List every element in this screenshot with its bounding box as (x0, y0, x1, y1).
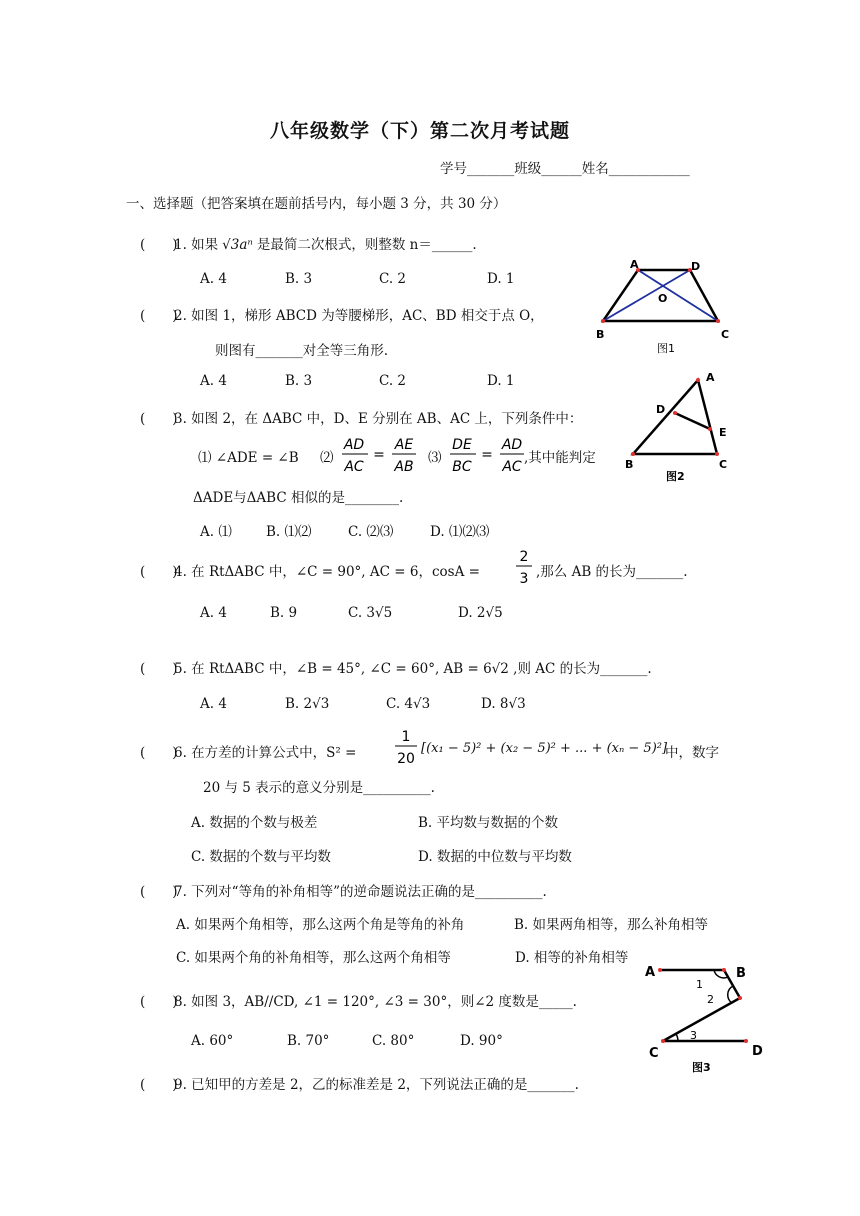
fig3-label-b: B (736, 966, 746, 981)
q4-option-b: B. 9 (270, 605, 298, 621)
frac-num: DE (452, 437, 472, 453)
frac-den: AB (394, 459, 414, 475)
q8-option-c: C. 80° (372, 1033, 415, 1049)
fig2-segment-de (675, 413, 710, 429)
q2-option-a: A. 4 (200, 373, 227, 389)
figure-1 (590, 252, 740, 360)
q2-option-d: D. 1 (487, 373, 515, 389)
fig2-label-c: C (719, 458, 728, 471)
q9-text: 9. 已知甲的方差是 2，乙的标准差是 2，下列说法正确的是_______. (174, 1077, 579, 1093)
q4-fraction (512, 544, 536, 590)
q4-option-c: C. 3√5 (348, 605, 393, 621)
frac-den: AC (344, 459, 364, 475)
fig2-label-d: D (656, 403, 666, 416)
q1-option-b: B. 3 (285, 271, 313, 287)
fig3-label-1: 1 (696, 978, 703, 991)
q3-line3: ΔADE与ΔABC 相似的是________. (193, 490, 404, 506)
answer-paren: ( ) (140, 1077, 178, 1093)
fig3-label-c: C (649, 1046, 659, 1061)
q3-cond-tail: ,其中能判定 (524, 450, 596, 466)
fig2-label-e: E (719, 426, 727, 439)
frac-den: 3 (519, 571, 529, 587)
section1-header: 一、选择题（把答案填在题前括号内，每小题 3 分，共 30 分） (126, 196, 507, 212)
q7-option-d: D. 相等的补角相等 (515, 950, 629, 966)
fig2-triangle (633, 380, 717, 454)
q6-option-c: C. 数据的个数与平均数 (191, 849, 331, 865)
frac-num: 1 (401, 729, 411, 745)
answer-paren: ( ) (140, 564, 178, 580)
q4-post: ,那么 AB 的长为_______. (536, 564, 688, 580)
q3-line1: 3. 如图 2，在 ΔABC 中，D、E 分别在 AB、AC 上，下列条件中： (174, 411, 583, 427)
fig2-label-a: A (706, 371, 715, 384)
q4-option-a: A. 4 (200, 605, 227, 621)
figure-3 (640, 958, 780, 1076)
q3-option-a: A. ⑴ (200, 524, 232, 540)
q3-cond2-label: ⑵ (320, 450, 334, 466)
answer-paren: ( ) (140, 745, 178, 761)
q2-line1: 2. 如图 1，梯形 ABCD 为等腰梯形，AC、BD 相交于点 O， (174, 308, 544, 324)
frac-den: AC (502, 459, 522, 475)
q5-option-d: D. 8√3 (481, 696, 526, 712)
fig2-label-b: B (625, 458, 634, 471)
fig1-caption: 图1 (657, 342, 675, 355)
q7-option-c: C. 如果两个角的补角相等，那么这两个角相等 (176, 950, 451, 966)
answer-paren: ( ) (140, 884, 178, 900)
answer-paren: ( ) (140, 411, 178, 427)
q3-cond3-fractions (448, 432, 528, 478)
q6-pre: 6. 在方差的计算公式中，S² = (174, 745, 357, 761)
frac-num: AD (343, 437, 365, 453)
frac-den: BC (452, 459, 472, 475)
q8-text: 8. 如图 3，AB//CD, ∠1 = 120°, ∠3 = 30°，则∠2 度数是_____. (174, 994, 577, 1010)
q8-option-d: D. 90° (460, 1033, 503, 1049)
frac-num: 2 (519, 549, 529, 565)
q1-option-a: A. 4 (200, 271, 227, 287)
fig1-label-c: C (721, 328, 730, 341)
q2-option-b: B. 3 (285, 373, 313, 389)
q6-fraction (393, 724, 419, 770)
q1-radical: √3aⁿ (222, 237, 253, 253)
fig3-label-d: D (752, 1044, 763, 1059)
q8-option-b: B. 70° (287, 1033, 330, 1049)
q2-line2: 则图有_______对全等三角形. (215, 343, 389, 359)
q7-option-b: B. 如果两角相等，那么补角相等 (514, 917, 709, 933)
q7-option-a: A. 如果两个角相等，那么这两个角是等角的补角 (176, 917, 465, 933)
fig3-caption: 图3 (692, 1061, 711, 1074)
q1-option-d: D. 1 (487, 271, 515, 287)
q6-bracket: [(x₁ − 5)² + (x₂ − 5)² + ... + (xₙ − 5)²] (421, 741, 668, 756)
q3-option-c: C. ⑵⑶ (348, 524, 394, 540)
q5-option-a: A. 4 (200, 696, 227, 712)
svg-text:=: = (373, 447, 385, 463)
answer-paren: ( ) (140, 661, 178, 677)
fig1-label-o: O (658, 292, 668, 305)
q8-option-a: A. 60° (191, 1033, 234, 1049)
fig3-label-3: 3 (690, 1029, 697, 1042)
q4-option-d: D. 2√5 (458, 605, 503, 621)
q6-post: 中，数字 (665, 745, 719, 761)
q6-option-d: D. 数据的中位数与平均数 (418, 849, 572, 865)
page-title: 八年级数学（下）第二次月考试题 (270, 120, 571, 142)
answer-paren: ( ) (140, 237, 178, 253)
frac-num: AD (501, 437, 523, 453)
fig2-caption: 图2 (666, 470, 685, 483)
frac-den: 20 (397, 751, 415, 767)
fig1-label-d: D (691, 260, 701, 273)
q6-option-a: A. 数据的个数与极差 (191, 815, 318, 831)
fig1-label-a: A (630, 258, 639, 271)
fig3-label-a: A (645, 965, 656, 980)
q3-cond2-fractions (340, 432, 420, 478)
figure-2 (618, 366, 738, 488)
q3-option-d: D. ⑴⑵⑶ (430, 524, 490, 540)
q1-pre: 1. 如果 √3aⁿ 是最简二次根式，则整数 n＝______. (174, 237, 477, 253)
q3-cond1: ⑴ ∠ADE = ∠B (198, 450, 299, 466)
fig3-label-2: 2 (707, 993, 714, 1006)
q2-option-c: C. 2 (379, 373, 407, 389)
q5-option-b: B. 2√3 (285, 696, 330, 712)
answer-paren: ( ) (140, 308, 178, 324)
fig1-label-b: B (596, 328, 605, 341)
q5-text: 5. 在 RtΔABC 中，∠B = 45°, ∠C = 60°, AB = 6√2 ,则 AC 的长为_______. (174, 661, 652, 677)
svg-text:=: = (481, 447, 493, 463)
q3-option-b: B. ⑴⑵ (266, 524, 312, 540)
fig3-angle-2-arc (728, 986, 733, 1003)
frac-num: AE (394, 437, 414, 453)
q6-line2: 20 与 5 表示的意义分别是__________. (203, 780, 435, 796)
q5-option-c: C. 4√3 (386, 696, 431, 712)
q1-option-c: C. 2 (379, 271, 407, 287)
q3-cond3-label: ⑶ (428, 450, 442, 466)
q7-text: 7. 下列对“等角的补角相等”的逆命题说法正确的是__________. (174, 884, 547, 900)
q4-pre: 4. 在 RtΔABC 中，∠C = 90°, AC = 6，cosA = (174, 564, 480, 580)
answer-paren: ( ) (140, 994, 178, 1010)
q6-option-b: B. 平均数与数据的个数 (418, 815, 559, 831)
student-info: 学号_______班级______姓名____________ (440, 161, 690, 177)
